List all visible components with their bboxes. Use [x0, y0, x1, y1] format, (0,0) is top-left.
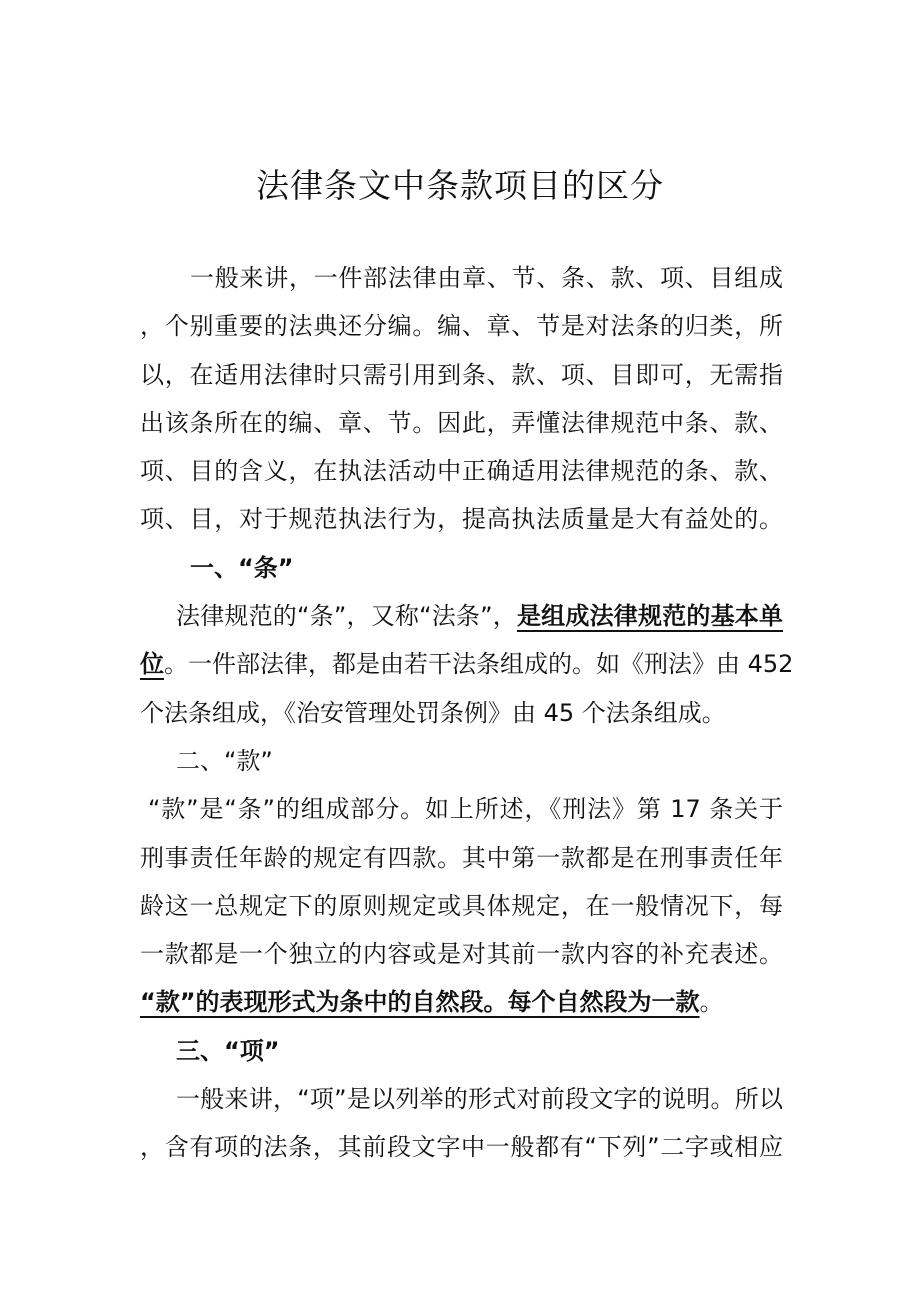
section2-line: 龄这一总规定下的原则规定或具体规定，在一般情况下，每 — [140, 891, 783, 920]
intro-line: 出该条所在的编、章、节。因此，弄懂法律规范中条、款、 — [140, 408, 783, 437]
section3-line: ，含有项的法条，其前段文字中一般都有“下列”二字或相应 — [140, 1133, 783, 1162]
section3-line: 一般来讲，“项”是以列举的形式对前段文字的说明。所以 — [176, 1085, 783, 1114]
intro-line: 项、目的含义，在执法活动中正确适用法律规范的条、款、 — [140, 457, 783, 486]
emphasis-text: 是组成法律规范的基本单 — [516, 602, 784, 631]
document-body — [140, 254, 794, 1172]
heading-text: 一、“条” — [190, 553, 294, 582]
text: 。一件部法律，都是由若干法条组成的。如《刑法》由 452 — [164, 650, 794, 679]
section2-line: 一款都是一个独立的内容或是对其前一款内容的补充表述。 — [140, 940, 783, 969]
section2-line: 刑事责任年龄的规定有四款。其中第一款都是在刑事责任年 — [140, 843, 783, 872]
heading-text: 三、“项” — [176, 1036, 280, 1065]
intro-line: ，个别重要的法典还分编。编、章、节是对法条的归类，所 — [140, 312, 783, 341]
section-heading-kuan: 二、“款” — [176, 746, 273, 775]
section2-line — [140, 978, 783, 1026]
text: 法律规范的“条”，又称“法条”， — [176, 602, 517, 631]
emphasis-text: 位 — [140, 650, 164, 679]
emphasis-text: “款”的表现形式为条中的自然段。每个自然段为一款 — [140, 988, 700, 1017]
intro-line: 以，在适用法律时只需引用到条、款、项、目即可，无需指 — [140, 360, 783, 389]
intro-line: 一般来讲，一件部法律由章、节、条、款、项、目组成 — [190, 264, 783, 292]
section1-line: 个法条组成，《治安管理处罚条例》由 45 个法条组成。 — [140, 698, 726, 727]
text: 。 — [699, 988, 724, 1017]
section2-line: “款”是“条”的组成部分。如上所述，《刑法》第 17 条关于 — [148, 795, 783, 824]
intro-line: 项、目，对于规范执法行为，提高执法质量是大有益处的。 — [140, 505, 783, 534]
document-title: 法律条文中条款项目的区分 — [256, 166, 664, 205]
section1-line — [140, 640, 794, 688]
section-heading-tiao — [140, 544, 783, 592]
section1-line — [140, 592, 783, 640]
section-heading-xiang — [140, 1027, 783, 1075]
